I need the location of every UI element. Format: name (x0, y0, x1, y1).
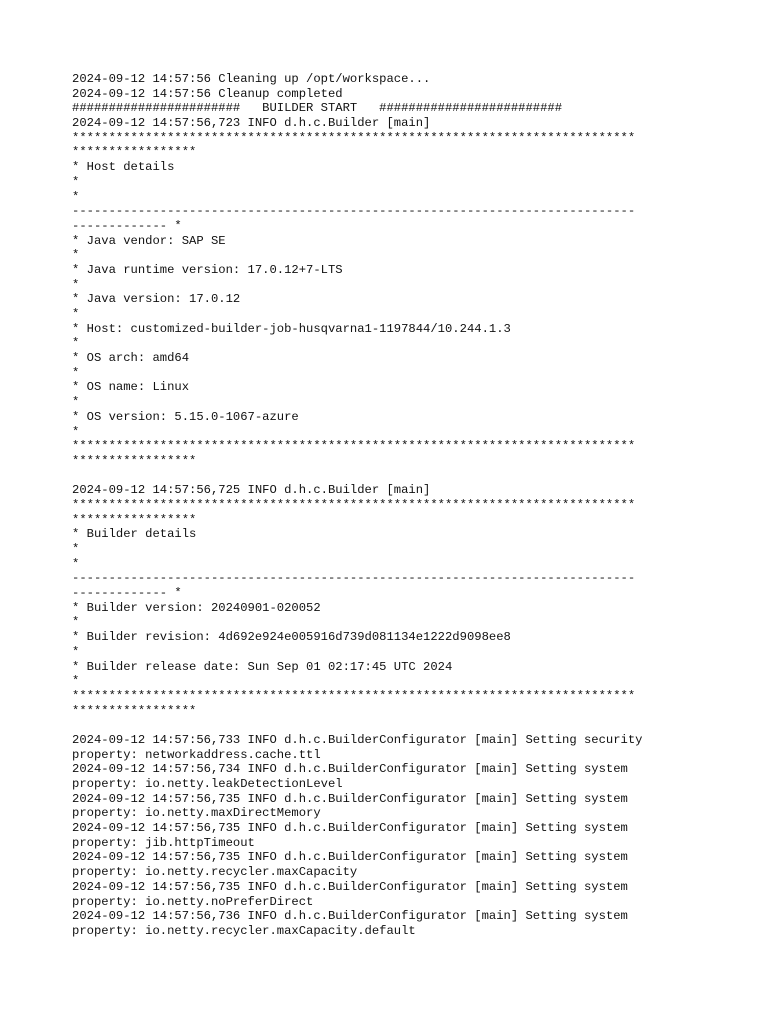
log-line: * (72, 365, 80, 380)
log-line: * Builder details (72, 527, 197, 542)
log-line: property: io.netty.recycler.maxCapacity (72, 865, 358, 880)
log-line: ***************** (72, 703, 197, 718)
log-line: ----------------------------------------------------------------------------- (72, 204, 636, 219)
log-line: * (72, 542, 80, 556)
log-line: * (72, 174, 80, 189)
log-line: * Java runtime version: 17.0.12+7-LTS (72, 262, 343, 277)
log-line: property: io.netty.leakDetectionLevel (72, 777, 343, 791)
log-line: * (72, 424, 80, 439)
log-line: 2024-09-12 14:57:56,735 INFO d.h.c.BuilderConfigurator [main] Setting system (72, 879, 628, 894)
log-line: ------------- * (72, 586, 182, 601)
log-line: ***************************************************************************** (72, 130, 636, 145)
log-line: 2024-09-12 14:57:56,725 INFO d.h.c.Builder [main] (72, 483, 431, 498)
log-line: property: networkaddress.cache.ttl (72, 747, 321, 762)
log-output (72, 72, 712, 939)
log-line: ***************************************************************************** (72, 688, 636, 703)
log-line: 2024-09-12 14:57:56 Cleaning up /opt/workspace... (72, 72, 431, 86)
log-line: ***************** (72, 512, 197, 527)
log-line: ----------------------------------------------------------------------------- (72, 571, 636, 586)
log-line: * OS arch: amd64 (72, 351, 190, 366)
log-line: * (72, 189, 80, 204)
log-line: property: io.netty.noPreferDirect (72, 894, 314, 909)
log-line: * (72, 615, 80, 630)
log-line: * (72, 248, 80, 263)
log-line: property: jib.httpTimeout (72, 835, 255, 850)
log-line: 2024-09-12 14:57:56,733 INFO d.h.c.BuilderConfigurator [main] Setting security (72, 732, 643, 747)
log-line: * Host: customized-builder-job-husqvarna1-1197844/10.244.1.3 (72, 321, 511, 336)
log-line: * Java vendor: SAP SE (72, 233, 226, 248)
log-line: ***************** (72, 145, 197, 160)
log-line: * OS name: Linux (72, 380, 190, 395)
log-line: * OS version: 5.15.0-1067-azure (72, 409, 299, 424)
log-line: property: io.netty.maxDirectMemory (72, 806, 321, 821)
log-line: * Java version: 17.0.12 (72, 292, 241, 307)
log-line: property: io.netty.recycler.maxCapacity.default (72, 923, 416, 938)
log-line: ####################### BUILDER START ######################### (72, 101, 563, 116)
log-line: ------------- * (72, 218, 182, 233)
log-line: * (72, 277, 80, 292)
log-line: * Builder version: 20240901-020052 (72, 600, 321, 615)
log-line: 2024-09-12 14:57:56,723 INFO d.h.c.Builder [main] (72, 116, 431, 131)
log-line (72, 469, 712, 484)
log-line: 2024-09-12 14:57:56,735 INFO d.h.c.BuilderConfigurator [main] Setting system (72, 850, 628, 865)
log-line: * (72, 644, 80, 659)
log-line: * (72, 674, 80, 689)
log-line: ***************** (72, 453, 197, 468)
log-line: 2024-09-12 14:57:56,736 INFO d.h.c.BuilderConfigurator [main] Setting system (72, 909, 628, 924)
log-line: * (72, 307, 80, 321)
log-line: * (72, 336, 80, 351)
log-line (72, 718, 712, 733)
log-line: * Builder revision: 4d692e924e005916d739d081134e1222d9098ee8 (72, 630, 511, 645)
log-line: 2024-09-12 14:57:56,735 INFO d.h.c.BuilderConfigurator [main] Setting system (72, 821, 628, 836)
log-line: * Builder release date: Sun Sep 01 02:17:45 UTC 2024 (72, 659, 453, 674)
log-line: 2024-09-12 14:57:56,735 INFO d.h.c.BuilderConfigurator [main] Setting system (72, 791, 628, 806)
log-line: 2024-09-12 14:57:56 Cleanup completed (72, 86, 343, 101)
log-line: * Host details (72, 160, 175, 175)
log-line: 2024-09-12 14:57:56,734 INFO d.h.c.BuilderConfigurator [main] Setting system (72, 762, 628, 777)
log-line: ***************************************************************************** (72, 439, 636, 454)
log-line: * (72, 556, 80, 571)
log-line: ***************************************************************************** (72, 497, 636, 512)
log-line: * (72, 395, 80, 410)
